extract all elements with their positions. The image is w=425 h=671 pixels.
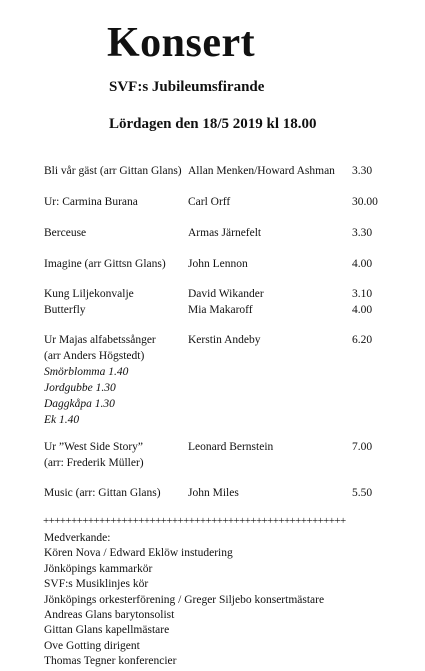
program-item-title [44, 439, 144, 471]
duration-line: 5.50 [352, 487, 373, 499]
composer-line: Armas Järnefelt [188, 227, 262, 239]
program-item-composer [188, 163, 335, 179]
credit-line: Jönköpings kammarkör [44, 562, 153, 575]
title-line: Music (arr: Gittan Glans) [44, 487, 161, 499]
program-item-composer [188, 485, 239, 501]
program-item-duration [352, 439, 372, 455]
credit-line: Kören Nova / Edward Eklöw instudering [44, 547, 233, 560]
program-item-composer [188, 194, 230, 210]
credits-section [44, 531, 324, 670]
duration-line: 3.30 [352, 227, 373, 239]
credits-heading: Medverkande: [44, 532, 111, 544]
composer-line: John Miles [188, 487, 239, 499]
composer-line: David Wikander [188, 288, 264, 300]
event-date: Lördagen den 18/5 2019 kl 18.00 [109, 116, 317, 132]
program-item-duration [352, 163, 372, 179]
program-item-title [44, 256, 166, 272]
event-subtitle: SVF:s Jubileumsfirande [109, 79, 265, 95]
title-line: (arr: Frederik Müller) [44, 457, 144, 469]
credit-line: Andreas Glans barytonsolist [44, 608, 175, 621]
program-item-duration [352, 256, 372, 272]
program-item-title [44, 485, 161, 501]
page-title: Konsert [107, 20, 256, 66]
credit-line: Thomas Tegner konferencier [44, 655, 177, 668]
sub-item: Jordgubbe 1.30 [44, 382, 116, 394]
program-item-duration [352, 225, 372, 241]
duration-line: 3.10 [352, 288, 373, 300]
duration-line: 7.00 [352, 441, 373, 453]
program-item-composer [188, 439, 273, 455]
sub-item: Daggkåpa 1.30 [44, 398, 115, 410]
credit-line: Jönköpings orkesterförening / Greger Siljebo konsertmästare [44, 593, 325, 606]
sub-item: Ek 1.40 [44, 414, 80, 426]
title-line: Imagine (arr Gittsn Glans) [44, 258, 166, 270]
composer-line: Mia Makaroff [188, 304, 253, 316]
title-line: Kung Liljekonvalje [44, 288, 134, 300]
credit-line: Gittan Glans kapellmästare [44, 624, 170, 637]
composer-line: Carl Orff [188, 196, 231, 208]
program-item-title [44, 163, 182, 179]
credit-line: SVF:s Musiklinjes kör [44, 578, 149, 591]
composer-line: Leonard Bernstein [188, 441, 274, 453]
program-item-title [44, 225, 86, 241]
program-item-composer [188, 225, 261, 241]
title-line: Ur Majas alfabetssånger [44, 334, 156, 346]
duration-line: 30.00 [352, 196, 378, 208]
program-item-duration [352, 194, 378, 210]
title-line: (arr Anders Högstedt) [44, 350, 145, 362]
program-item-title [44, 332, 156, 428]
title-line: Bli vår gäst (arr Gittan Glans) [44, 165, 182, 177]
program-item-title [44, 286, 134, 318]
program-item-title [44, 194, 138, 210]
program-item-composer [188, 256, 248, 272]
program-item-duration [352, 332, 372, 348]
plus-divider: ++++++++++++++++++++++++++++++++++++++++++++++++++++++ [43, 515, 346, 527]
composer-line: John Lennon [188, 258, 248, 270]
duration-line: 3.30 [352, 165, 373, 177]
duration-line: 6.20 [352, 334, 373, 346]
program-item-composer [188, 332, 261, 348]
title-line: Ur ”West Side Story” [44, 441, 144, 453]
composer-line: Allan Menken/Howard Ashman [188, 165, 335, 177]
credit-line: Ove Gotting dirigent [44, 639, 140, 652]
duration-line: 4.00 [352, 258, 373, 270]
title-line: Ur: Carmina Burana [44, 196, 138, 208]
title-line: Butterfly [44, 304, 86, 316]
program-item-duration [352, 485, 372, 501]
composer-line: Kerstin Andeby [188, 334, 261, 346]
program-item-composer [188, 286, 264, 318]
title-line: Berceuse [44, 227, 87, 239]
program-item-duration [352, 286, 372, 318]
duration-line: 4.00 [352, 304, 373, 316]
sub-item: Smörblomma 1.40 [44, 366, 129, 378]
